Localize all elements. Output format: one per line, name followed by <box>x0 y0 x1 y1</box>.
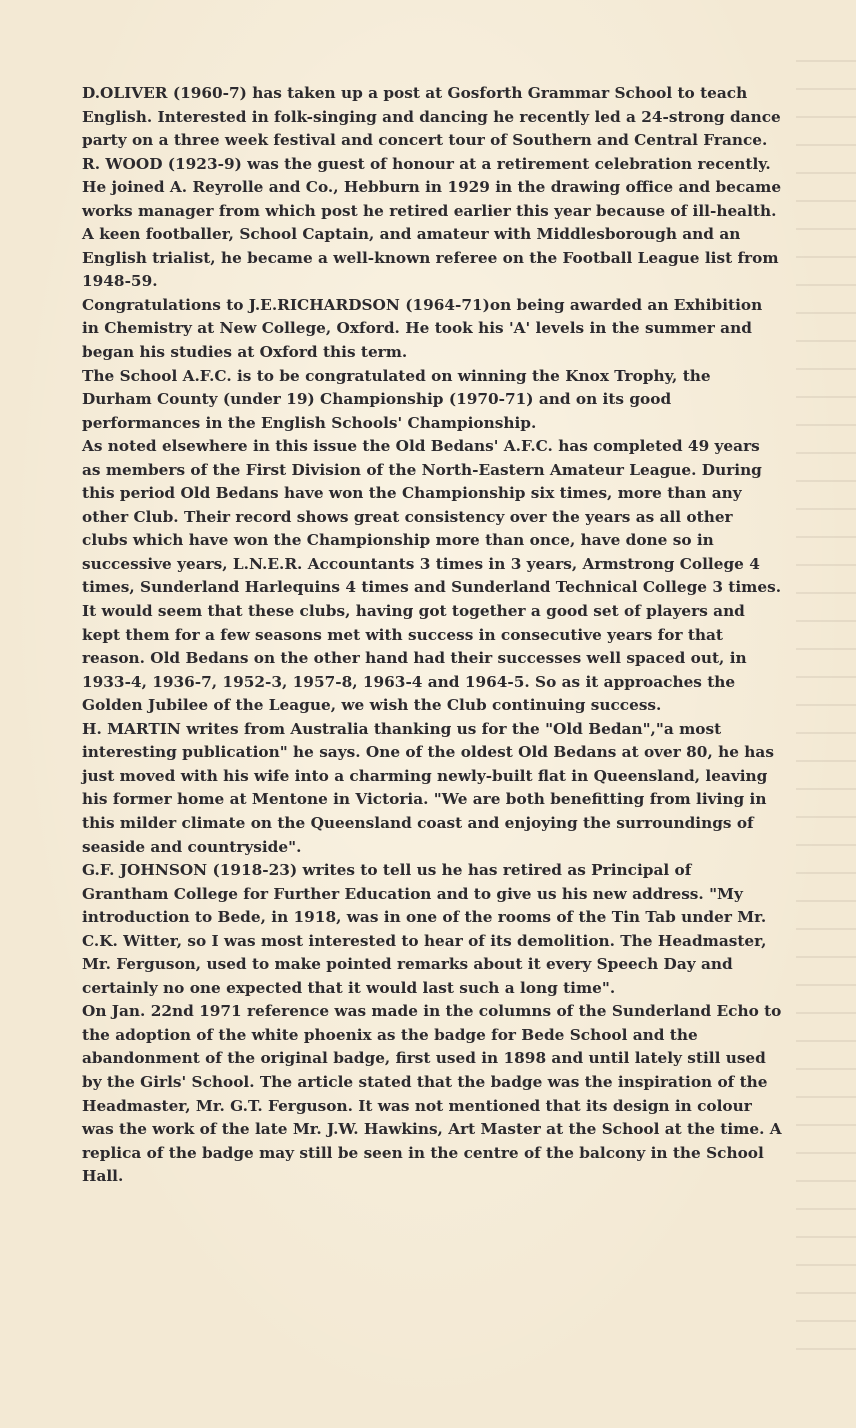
paragraph-lead: G.F. JOHNSON (1918-23) <box>82 861 298 880</box>
paragraph-lead: The School A.F.C. <box>82 366 232 385</box>
paragraph-text: is to be congratulated on winning the Knox Trophy, the Durham County (under 19) Championship (1970-71) and on its good performances in the English Schools' Championship. <box>82 366 711 432</box>
paragraph-text: writes from Australia thanking us for the "Old Bedan","a most interesting publication" he says. One of the oldest Old Bedans at over 80, he has just moved with his wife into a charming newly-built flat in Queensland, leaving his former home at Mentone in Victoria. "We are both benefitting from living in this milder climate on the Queensland coast and enjoying the surroundings of seaside and countryside". <box>82 719 774 856</box>
paragraph-text: writes to tell us he has retired as Principal of Grantham College for Further Education and to give us his new address. "My introduction to Bede, in 1918, was in one of the rooms of the Tin Tab under Mr. C.K. Witter, so I was most interested to hear of its demolition. The Headmaster, Mr. Ferguson, used to make pointed remarks about it every Speech Day and certainly no one expected that it would last such a long time". <box>82 861 767 997</box>
paragraph-lead: Congratulations to J.E.RICHARDSON (1964-71) <box>82 295 490 314</box>
paragraph-lead: R. WOOD (1923-9) <box>82 154 242 173</box>
paragraph-lead: H. MARTIN <box>82 719 181 738</box>
paragraph-text: on being awarded an Exhibition in Chemistry at New College, Oxford. He took his 'A' levels in the summer and began his studies at Oxford this term. <box>82 295 763 362</box>
paragraph-wood <box>82 153 782 294</box>
paragraph-johnson <box>82 859 782 1000</box>
newsletter-column <box>82 82 782 1189</box>
paragraph-badge <box>82 1000 782 1188</box>
paragraph-text: has taken up a post at Gosforth Grammar School to teach English. Interested in folk-singing and dancing he recently led a 24-strong dance party on a three week festival and concert tour of Southern and Central France. <box>82 84 781 150</box>
paragraph-lead: As noted elsewhere in this issue <box>82 437 358 456</box>
paragraph-old-bedans-afc <box>82 435 782 718</box>
paragraph-richardson <box>82 294 782 365</box>
paragraph-text: was the guest of honour at a retirement celebration recently. He joined A. Reyrolle and Co., Hebburn in 1929 in the drawing office and became works manager from which post he retired earlier this year because of ill-health. A keen footballer, School Captain, and amateur with Middlesborough and an English trialist, he became a well-known referee on the Football League list from 1948-59. <box>82 154 782 291</box>
paragraph-text: reference was made in the columns of the Sunderland Echo to the adoption of the white phoenix as the badge for Bede School and the abandonment of the original badge, first used in 1898 and until lately still used by the Girls' School. The article stated that the badge was the inspiration of the Headmaster, Mr. G.T. Ferguson. It was not mentioned that its design in colour was the work of the late Mr. J.W. Hawkins, Art Master at the School at the time. A replica of the badge may still be seen in the centre of the balcony in the School Hall. <box>82 1002 782 1186</box>
paragraph-lead: D.OLIVER (1960-7) <box>82 84 247 102</box>
paragraph-oliver <box>82 82 782 153</box>
paragraph-text: the Old Bedans' A.F.C. has completed 49 years as members of the First Division of the North-Eastern Amateur League. During this period Old Bedans have won the Championship six times, more than any other Club. Their record shows great consistency over the years as all other clubs which have won the Championship more than once, have done so in successive years, L.N.E.R. Accountants 3 times in 3 years, Armstrong College 4 times, Sunderland Harlequins 4 times and Sunderland Technical College 3 times. It would seem that these clubs, having got together a good set of players and kept them for a few seasons met with success in consecutive years for that reason. Old Bedans on the other hand had their successes well spaced out, in 1933-4, 1936-7, 1952-3, 1957-8, 1963-4 and 1964-5. So as it approaches the Golden Jubilee of the League, we wish the Club continuing success. <box>82 437 782 715</box>
paragraph-school-afc <box>82 365 782 436</box>
show-through-text <box>796 60 856 1360</box>
paragraph-martin <box>82 718 782 859</box>
paragraph-lead: On Jan. 22nd 1971 <box>82 1002 242 1021</box>
